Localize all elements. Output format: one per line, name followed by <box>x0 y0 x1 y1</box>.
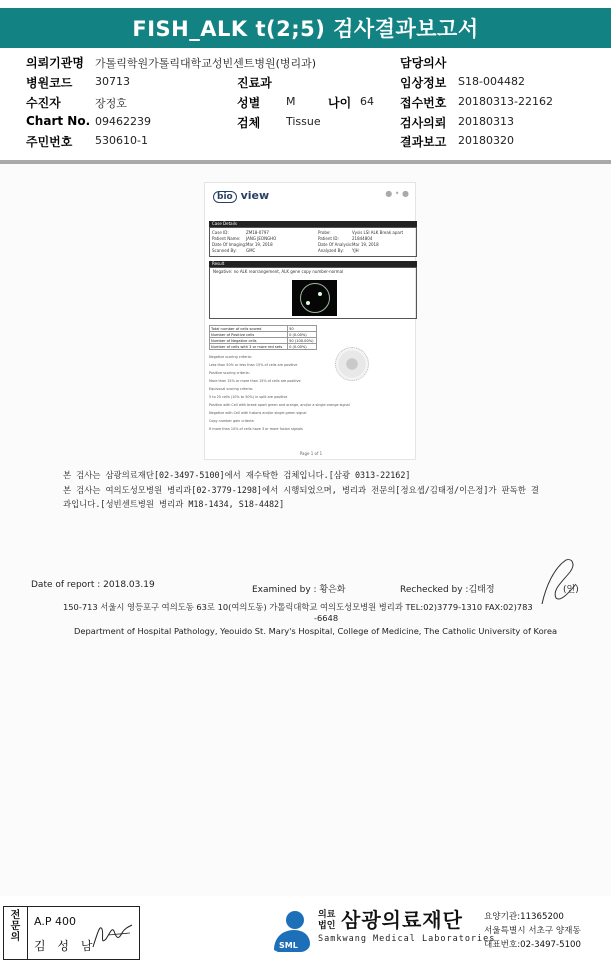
case-detail-cell: GMC <box>246 248 256 253</box>
patient-info-section <box>0 50 611 158</box>
result-header: Result <box>209 261 417 267</box>
report-date-value: 20180320 <box>458 134 514 147</box>
patient-label: 수진자 <box>26 96 61 110</box>
address-line-2: -6648 <box>314 613 339 623</box>
sml-logo-icon <box>270 908 314 954</box>
chart-no-label: Chart No. <box>26 114 91 128</box>
case-detail-cell: Date Of Analysis: <box>318 242 353 247</box>
result-box <box>209 267 417 319</box>
doctor-label: 담당의사 <box>400 56 447 70</box>
department-label: 진료과 <box>237 76 272 90</box>
resident-no-label: 주민번호 <box>26 135 73 149</box>
institution-code: 요양기관:11365200 <box>484 912 564 922</box>
rechecked-seal: (인) <box>563 585 579 595</box>
scanned-report-area <box>0 164 611 896</box>
receipt-no-label: 접수번호 <box>400 96 447 110</box>
case-detail-cell: ZM18-0797 <box>246 230 269 235</box>
case-detail-cell: Analyzed By: <box>318 248 344 253</box>
chart-no-value: 09462239 <box>95 115 151 128</box>
case-detail-cell: Vysis LSI ALK Break apart <box>352 230 404 235</box>
age-value: 64 <box>360 95 374 108</box>
sex-value: M <box>286 95 296 108</box>
case-detail-cell: Scanned By: <box>212 248 237 253</box>
report-bottom-bar <box>0 900 611 970</box>
result-text: Negative: no ALK rearrangement, ALK gene copy number-normal <box>213 269 344 274</box>
specimen-label: 검체 <box>237 116 261 130</box>
report-title: FISH_ALK t(2;5) 검사결과보고서 <box>132 17 479 41</box>
stamp-name: 김 성 남 <box>34 939 97 953</box>
statistics-cell: 0 (0.00%) <box>288 344 317 350</box>
scoring-note-line: More than 15% or more than 15% of cells are positive <box>209 379 301 383</box>
case-detail-cell: Probe: <box>318 230 331 235</box>
main-phone: 대표번호:02-3497-5100 <box>484 940 581 950</box>
fish-cell-image <box>292 280 337 316</box>
case-detail-cell: Date Of Imaging: <box>212 242 247 247</box>
case-detail-cell: JANG JEONGHO <box>246 236 277 241</box>
report-date-label: 결과보고 <box>400 135 447 149</box>
statistics-cell: 50 <box>288 326 317 332</box>
cell-statistics-table <box>209 325 317 350</box>
request-date-value: 20180313 <box>458 115 514 128</box>
remark-line-2: 본 검사는 여의도성모병원 병리과[02-3779-1298]에서 시행되었으며, 병리과 전문의[정요셉/김태정/이은정]가 판독한 결 <box>63 485 539 495</box>
seal-circle-icon <box>335 347 369 381</box>
pathologist-stamp <box>3 906 140 960</box>
statistics-row <box>210 344 317 350</box>
department-en: Department of Hospital Pathology, Yeouido St. Mary's Hospital, College of Medicine, The Catholic University of Korea <box>74 626 558 636</box>
stamp-license: A.P 400 <box>34 915 76 928</box>
institution-address: 서울특별시 서초구 양재동 <box>484 926 581 936</box>
address-line-1: 150-713 서울시 영등포구 여의도동 63로 10(여의도동) 가톨릭대학교 여의도성모병원 병리과 TEL:02)3779-1310 FAX:02)783 <box>63 602 533 612</box>
report-title-bar <box>0 8 611 48</box>
examined-by: Examined by : 황은화 <box>252 585 346 595</box>
svg-text:SML: SML <box>279 941 298 950</box>
doctor-signature <box>536 556 582 608</box>
page-number: Page 1 of 1 <box>299 451 323 456</box>
specimen-value: Tissue <box>286 115 321 128</box>
case-detail-cell: 21844804 <box>352 236 373 241</box>
hospital-code-value: 30713 <box>95 75 130 88</box>
statistics-cell: Number of cells with 3 or more red sets <box>210 344 288 350</box>
statistics-cell: 50 (100.00%) <box>288 338 317 344</box>
remark-line-3: 과입니다.[성빈센트병원 병리과 M18-1434, S18-4482] <box>63 499 285 509</box>
age-label: 나이 <box>328 96 352 110</box>
institution-value: 가톨릭학원가톨릭대학교성빈센트병원(병리과) <box>95 57 317 70</box>
brand-english-name: Samkwang Medical Laboratories <box>318 934 496 944</box>
bioview-logo: bio view <box>213 189 269 203</box>
case-detail-cell: Mar 19, 2018 <box>246 242 273 247</box>
scoring-note-line: Negative scoring criteria: <box>209 355 252 359</box>
scoring-note-line: Negative with Cell with fusions and/or single green signal <box>209 411 307 415</box>
clinical-info-value: S18-004482 <box>458 75 525 88</box>
case-detail-cell: YJH <box>352 248 359 253</box>
stamp-signature <box>90 921 136 951</box>
rechecked-by: Rechecked by :김태정 <box>400 585 495 595</box>
case-detail-cell: Mar 19, 2018 <box>352 242 379 247</box>
stamp-vertical-label: 전문의 <box>4 907 28 959</box>
scoring-note-line: 5 to 25 cells (10% to 50%) in split are positive <box>209 395 288 399</box>
patient-value: 장정호 <box>95 97 127 110</box>
scoring-note-line: Positive with Cell with break apart green and orange, and/or a single orange signal <box>209 403 350 407</box>
statistics-cell: Total number of cells scored <box>210 326 288 332</box>
statistics-cell: Number of Positive cells <box>210 332 288 338</box>
brand-prefix: 의료 법인 <box>318 910 336 931</box>
institution-label: 의뢰기관명 <box>26 56 84 70</box>
scoring-note-line: If more than 10% of cells have 3 or more fusion signals <box>209 427 303 431</box>
brand-name: 삼광의료재단 <box>341 908 463 932</box>
clinical-info-label: 임상정보 <box>400 76 447 90</box>
statistics-cell: Number of Negative cells <box>210 338 288 344</box>
fish-result-sheet <box>204 182 416 460</box>
receipt-no-value: 20180313-22162 <box>458 95 553 108</box>
scoring-note-line: Positive scoring criteria: <box>209 371 250 375</box>
case-detail-cell: Patient ID: <box>318 236 339 241</box>
remark-line-1: 본 검사는 삼광의료재단[02-3497-5100]에서 재수탁한 검체입니다.[삼광 0313-22162] <box>63 470 411 480</box>
scoring-note-line: Copy number gain criteria: <box>209 419 255 423</box>
watermark-dots-icon: ● • ● <box>385 189 409 198</box>
resident-no-value: 530610-1 <box>95 134 148 147</box>
case-details-header: Case Details <box>209 221 417 227</box>
case-detail-cell: Patient Name: <box>212 236 241 241</box>
hospital-code-label: 병원코드 <box>26 76 73 90</box>
case-details-box <box>209 227 417 257</box>
scoring-note-line: Less than 50% or less than 15% of cells are positive <box>209 363 298 367</box>
sex-label: 성별 <box>237 96 261 110</box>
date-of-report: Date of report : 2018.03.19 <box>31 580 155 590</box>
case-detail-cell: Case ID: <box>212 230 229 235</box>
scoring-note-line: Equivocal scoring criteria: <box>209 387 254 391</box>
statistics-cell: 0 (0.00%) <box>288 332 317 338</box>
request-date-label: 검사의뢰 <box>400 116 447 130</box>
